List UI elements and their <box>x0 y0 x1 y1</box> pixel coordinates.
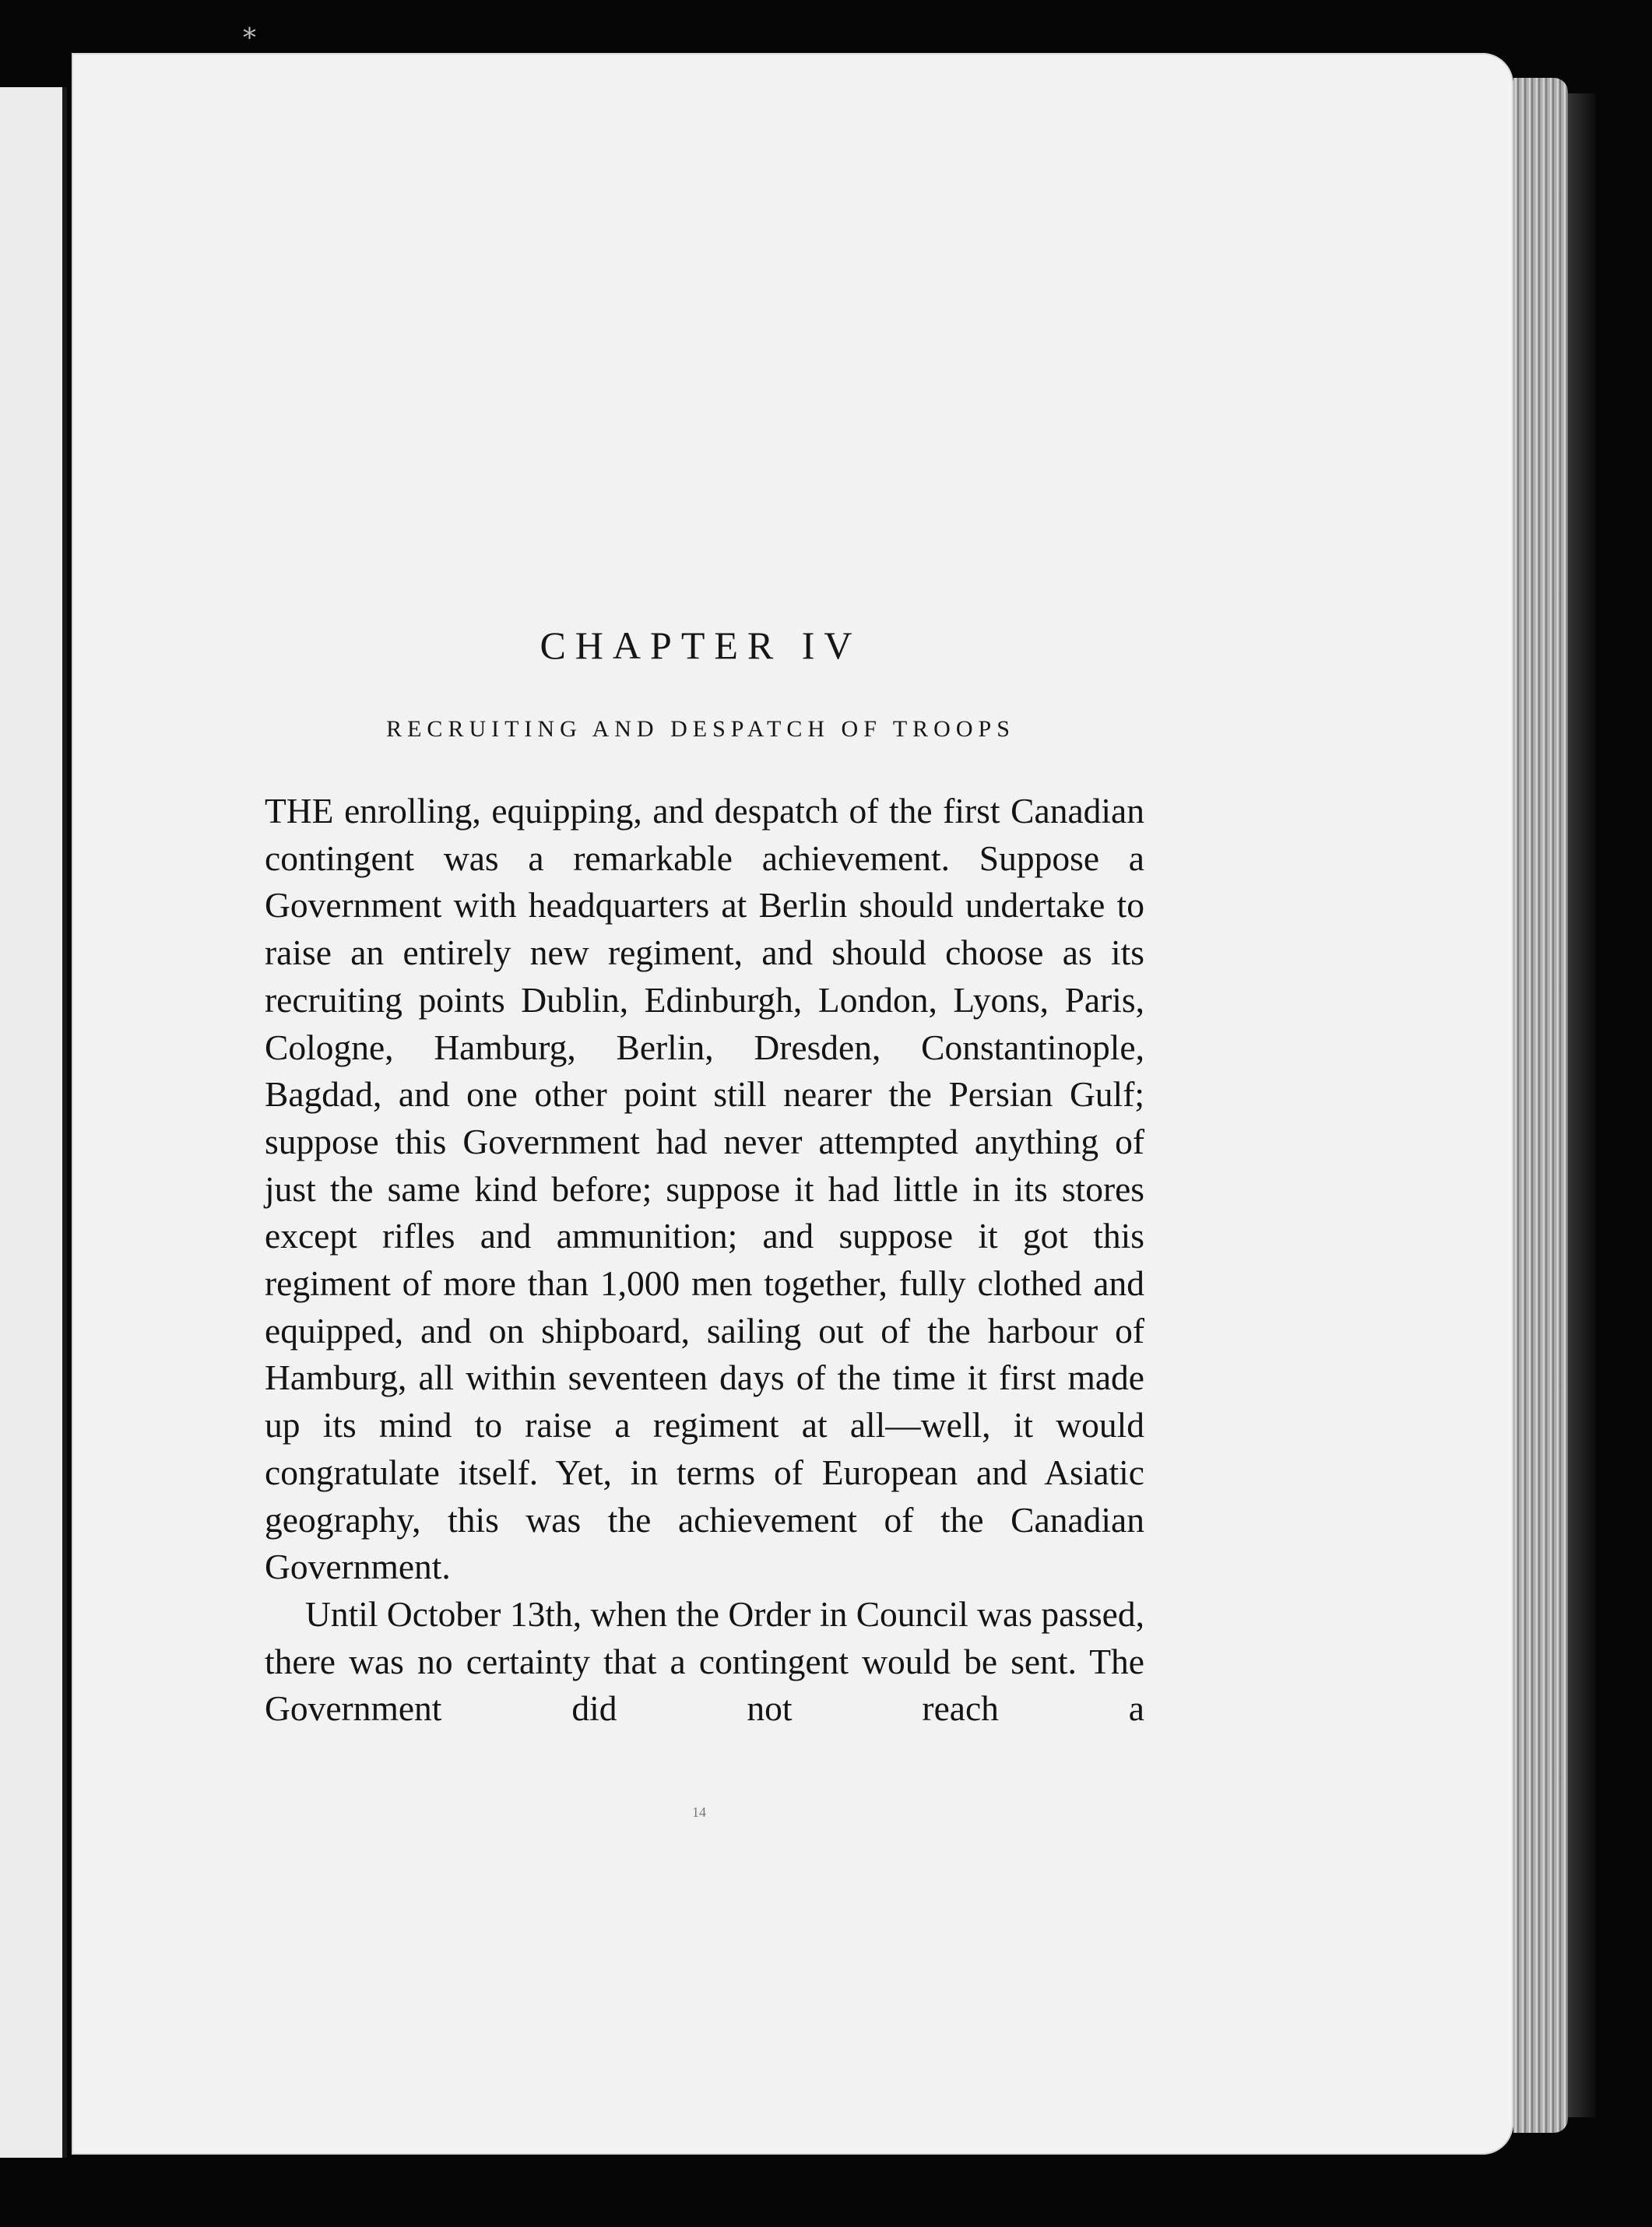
paragraph-1: THE enrolling, equipping, and despatch of the first Canadian contingent was a remarkable achievement. Suppose a Government with headquarters at Berlin should undertake to raise an entirely new regiment, and should choose as its recruiting points Dublin, Edinburgh, London, Lyons, Paris, Cologne, Hamburg, Berlin, Dresden, Constantinople, Bagdad, and one other point still nearer the Persian Gulf; suppose this Government had never attempted anything of just the same kind before; suppose it had little in its stores except rifles and ammunition; and suppose it got this regiment of more than 1,000 men together, fully clothed and equipped, and on shipboard, sailing out of the harbour of Hamburg, all within seventeen days of the time it first made up its mind to raise a regiment at all—well, it would congratulate itself. Yet, in terms of European and Asiatic geography, this was the achievement of the Canadian Government. <box>265 791 1144 1587</box>
section-title: RECRUITING AND DESPATCH OF TROOPS <box>386 716 1015 742</box>
page-fore-edge <box>1513 78 1568 2133</box>
book-gutter <box>62 87 67 2158</box>
left-page-edge <box>0 87 65 2158</box>
paragraph-2: Until October 13th, when the Order in Council was passed, there was no certainty that a contingent would be sent. The Government did not reach a <box>265 1593 1144 1729</box>
body-text <box>265 788 1144 1733</box>
chapter-title <box>0 623 1401 668</box>
book-edge-shadow <box>1565 93 1596 2117</box>
scan-mark: ⁎ <box>243 16 256 44</box>
chapter-title-text: CHAPTER IV <box>540 623 862 667</box>
page-number: 14 <box>692 1804 706 1820</box>
